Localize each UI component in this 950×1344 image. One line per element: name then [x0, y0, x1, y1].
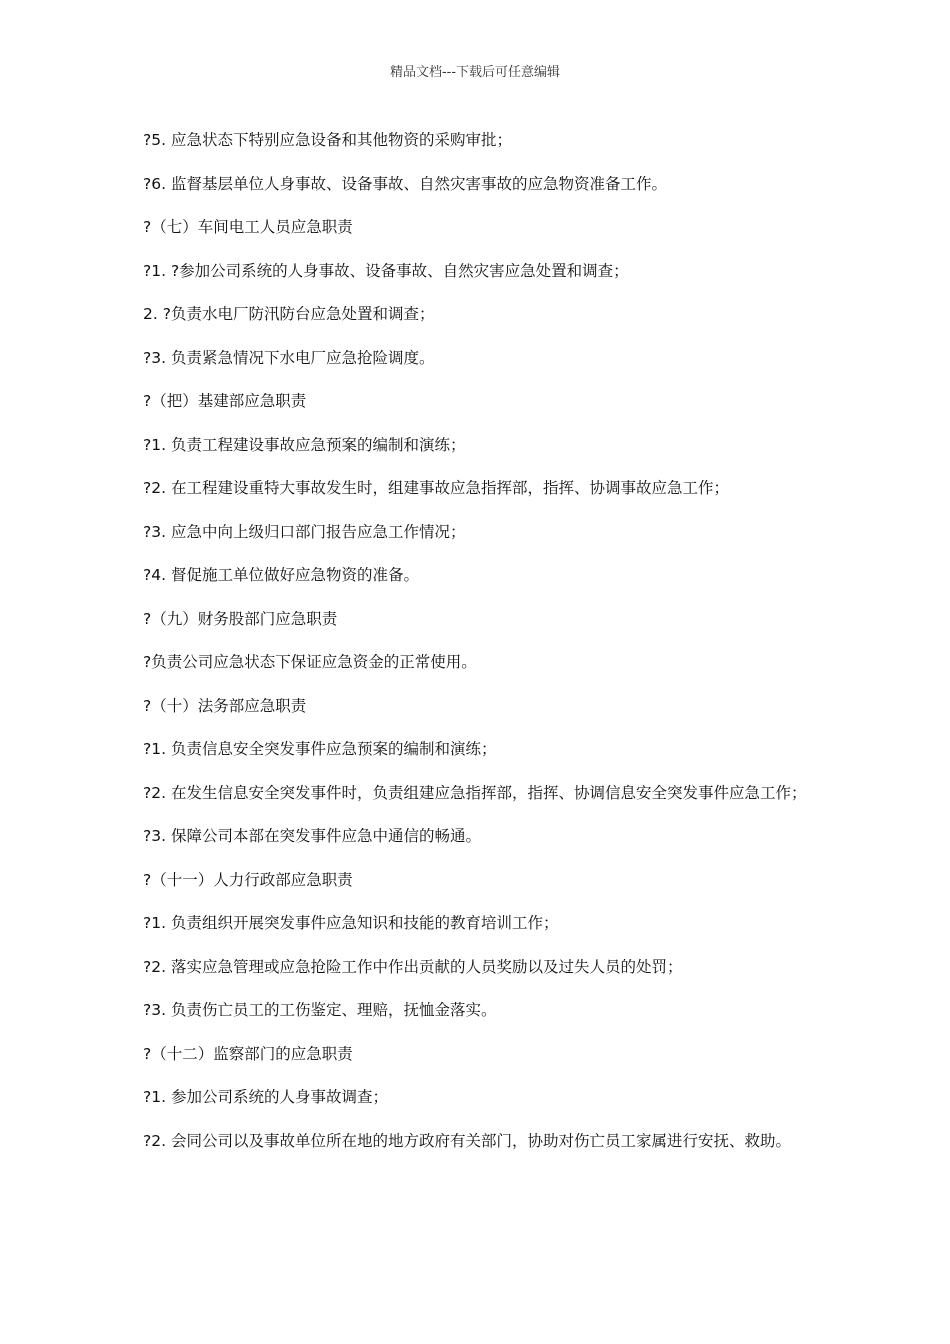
- paragraph: ?1. 负责工程建设事故应急预案的编制和演练；: [143, 435, 466, 454]
- section-heading: ?（十二）监察部门的应急职责: [143, 1044, 353, 1063]
- paragraph: ?2. 会同公司以及事故单位所在地的地方政府有关部门，协助对伤亡员工家属进行安抚、救助。: [143, 1131, 791, 1150]
- paragraph: ?3. 应急中向上级归口部门报告应急工作情况；: [143, 522, 466, 541]
- section-heading: ?（十）法务部应急职责: [143, 696, 307, 715]
- paragraph: ?1. ?参加公司系统的人身事故、设备事故、自然灾害应急处置和调查；: [143, 261, 629, 280]
- document-body: [143, 126, 811, 1170]
- paragraph: ?4. 督促施工单位做好应急物资的准备。: [143, 566, 419, 584]
- paragraph: ?2. 在工程建设重特大事故发生时，组建事故应急指挥部，指挥、协调事故应急工作；: [143, 479, 729, 497]
- paragraph: ?负责公司应急状态下保证应急资金的正常使用。: [143, 653, 477, 671]
- paragraph: 2. ?负责水电厂防汛防台应急处置和调查；: [143, 305, 435, 323]
- paragraph: ?1. 负责信息安全突发事件应急预案的编制和演练；: [143, 740, 497, 758]
- paragraph: ?3. 负责伤亡员工的工伤鉴定、理赔，抚恤金落实。: [143, 1001, 497, 1019]
- paragraph: ?2. 落实应急管理或应急抢险工作中作出贡献的人员奖励以及过失人员的处罚；: [143, 957, 683, 976]
- paragraph: ?1. 参加公司系统的人身事故调查；: [143, 1088, 388, 1106]
- section-heading: ?（九）财务股部门应急职责: [143, 609, 338, 628]
- paragraph: ?2. 在发生信息安全突发事件时，负责组建应急指挥部，指挥、协调信息安全突发事件应急工作；: [143, 783, 807, 802]
- paragraph: ?6. 监督基层单位人身事故、设备事故、自然灾害事故的应急物资准备工作。: [143, 174, 667, 193]
- paragraph: ?3. 保障公司本部在突发事件应急中通信的畅通。: [143, 827, 481, 845]
- paragraph: ?3. 负责紧急情况下水电厂应急抢险调度。: [143, 348, 435, 367]
- page-header: 精品文档---下载后可任意编辑: [389, 65, 561, 80]
- paragraph: ?1. 负责组织开展突发事件应急知识和技能的教育培训工作；: [143, 914, 559, 932]
- section-heading: ?（七）车间电工人员应急职责: [143, 218, 353, 236]
- section-heading: ?（把）基建部应急职责: [143, 392, 307, 410]
- section-heading: ?（十一）人力行政部应急职责: [143, 870, 353, 889]
- paragraph: ?5. 应急状态下特别应急设备和其他物资的采购审批；: [143, 131, 512, 149]
